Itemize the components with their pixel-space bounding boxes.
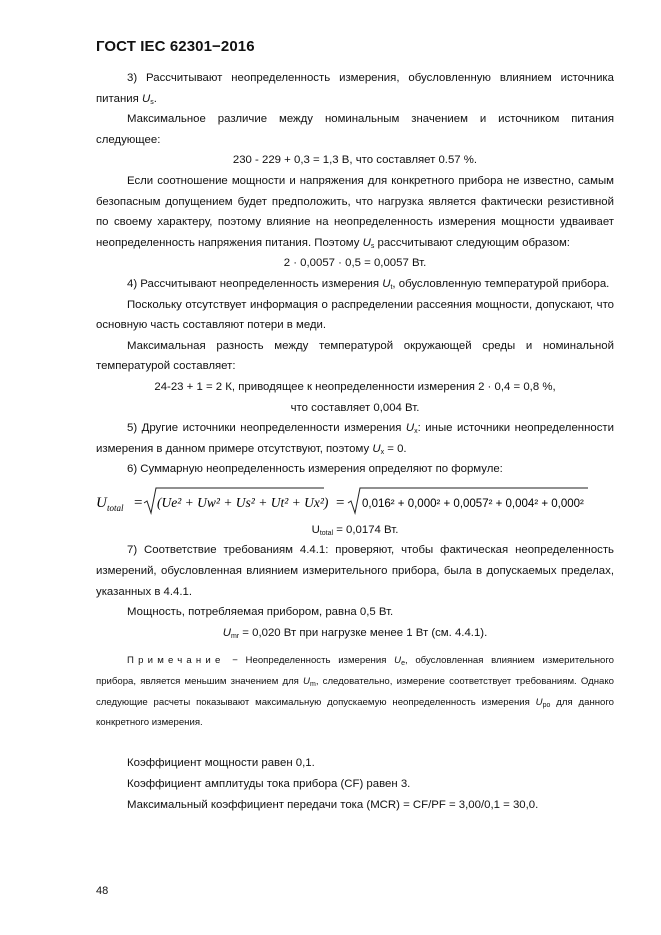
paragraph-crest-factor: Коэффициент амплитуды тока прибора (CF) равен 3. xyxy=(127,778,411,790)
paragraph-compliance: 7) Соответствие требованиям 4.4.1: проверяют, чтобы фактическая неопределенность измерений, обусловленная влиянием измерительного прибора, была в допускаемых пределах, указанных в 4.4.1. xyxy=(96,544,614,598)
formula-radicand-2: 0,016² + 0,000² + 0,0057² + 0,004² + 0,000² xyxy=(362,497,584,510)
paragraph-max-difference: Максимальное различие между номинальным значением и источником питания следующее: xyxy=(96,113,614,146)
equation-temp-b: что составляет 0,004 Вт. xyxy=(290,401,420,414)
formula-lhs-sub: total xyxy=(107,502,124,513)
paragraph-temperature: 4) Рассчитывают неопределенность измерения $U_t$, обусловленную температурой прибора. xyxy=(127,277,610,291)
formula-eq-1: = xyxy=(134,494,143,511)
paragraph-mcr: Максимальный коэффициент передачи тока (MCR) = CF/PF = 3,00/0,1 = 30,0. xyxy=(127,798,539,811)
paragraph-total-intro: 6) Суммарную неопределенность измерения определяют по формуле: xyxy=(127,463,503,476)
paragraph-other-sources: 5) Другие источники неопределенности измерения $U_x$: иные источники неопределенности измерения в данном примере отсутствуют, поэтому $U_x = 0$. xyxy=(96,422,614,456)
document-body xyxy=(96,68,614,815)
equation-umr: $U_{mr} = 0,020$ Вт при нагрузке менее 1 Вт (см. 4.4.1). xyxy=(222,626,488,640)
formula-total-uncertainty xyxy=(96,484,614,518)
paragraph-power-source: 3) Рассчитывают неопределенность измерения, обусловленную влиянием источника питания $U_s$. xyxy=(96,72,614,106)
formula-svg xyxy=(96,484,596,518)
note-label: Примечание xyxy=(127,655,225,667)
equation-voltage: 230 - 229 + 0,3 = 1,3 В, что составляет 0.57 %. xyxy=(232,154,478,167)
equation-utotal: $U_{total} = 0,0174$ Вт. xyxy=(311,523,399,537)
page-number: 48 xyxy=(96,885,109,897)
document-header: ГОСТ IEC 62301−2016 xyxy=(96,38,255,55)
formula-radicand-1: (Ue² + Uw² + Us² + Ut² + Ux²) xyxy=(157,494,329,510)
paragraph-temp-difference: Максимальная разность между температурой окружающей среды и номинальной температурой составляет: xyxy=(96,339,614,373)
formula-lhs: U xyxy=(96,494,107,511)
paragraph-resistive-load: Если соотношение мощности и напряжения для конкретного прибора не известно, самым безопасным допущением будет предположить, что нагрузка является фактически резистивной по своему характеру, поэтому влияние на неопределенность измерения мощности удваивает неопределенность напряжения питания. Поэтому $U_s$ рассчитывают следующим образом: xyxy=(96,174,614,250)
note-block: Примечание − Неопределенность измерения $U_e$, обусловленная влиянием измерительного прибора, является меньшим значением для $U_m$, следовательно, измерение соответствует требованиям. Однако следующие расчеты показывают максимальную допускаемую неопределенность измерения $U_{po}$ для данного конкретного измерения. xyxy=(96,655,615,729)
equation-temp-a: 24-23 + 1 = 2 К, приводящее к неопределенности измерения 2 · 0,4 = 0,8 %, xyxy=(154,380,556,393)
paragraph-power-factor: Коэффициент мощности равен 0,1. xyxy=(127,757,315,770)
equation-us: 2 · 0,0057 · 0,5 = 0,0057 Вт. xyxy=(283,257,427,270)
paragraph-power-consumed: Мощность, потребляемая прибором, равна 0,5 Вт. xyxy=(127,606,394,619)
paragraph-copper-losses: Поскольку отсутствует информация о распределении рассеяния мощности, допускают, что основную часть составляют потери в меди. xyxy=(96,298,614,332)
formula-eq-2: = xyxy=(336,494,345,511)
